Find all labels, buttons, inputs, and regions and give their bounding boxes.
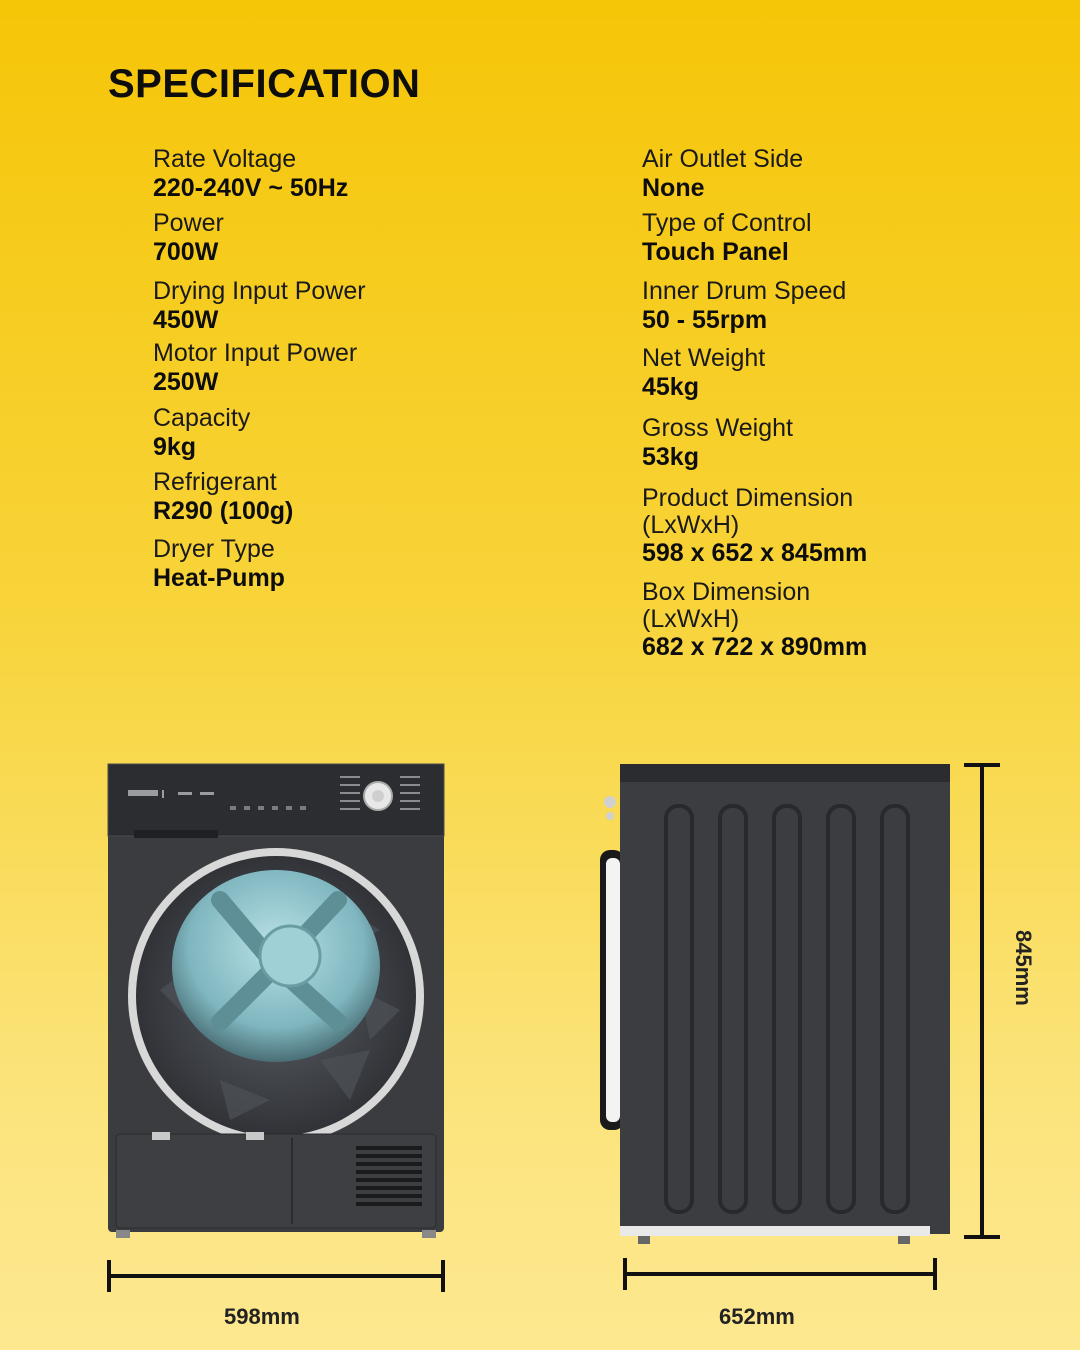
spec-label: Drying Input Power (153, 277, 366, 305)
depth-dimension-label: 652mm (719, 1304, 795, 1329)
spec-value: 9kg (153, 433, 197, 461)
spec-inner-drum-speed (642, 277, 1062, 335)
width-dimension-line (106, 1258, 446, 1294)
spec-label: Dryer Type (153, 535, 275, 563)
dryer-front-illustration (100, 760, 452, 1245)
spec-sublabel: (LxWxH) (642, 511, 740, 539)
spec-label: Net Weight (642, 344, 766, 372)
spec-rate-voltage (153, 145, 573, 203)
spec-label: Product Dimension (642, 484, 854, 512)
spec-capacity (153, 404, 573, 462)
spec-value: R290 (100g) (153, 497, 294, 525)
depth-dimension-line (622, 1256, 938, 1292)
spec-label: Power (153, 209, 224, 237)
spec-refrigerant (153, 468, 573, 526)
spec-label: Rate Voltage (153, 145, 297, 173)
width-dimension-label: 598mm (224, 1304, 300, 1329)
spec-drying-input-power (153, 277, 573, 335)
spec-label: Refrigerant (153, 468, 277, 496)
spec-value: 53kg (642, 443, 699, 471)
spec-value: 450W (153, 306, 219, 334)
spec-air-outlet-side (642, 145, 1062, 203)
spec-motor-input-power (153, 339, 573, 397)
spec-label: Air Outlet Side (642, 145, 804, 173)
spec-sublabel: (LxWxH) (642, 605, 740, 633)
spec-gross-weight (642, 414, 1062, 472)
spec-value: 682 x 722 x 890mm (642, 633, 868, 661)
spec-box-dimension (642, 578, 1062, 662)
spec-label: Capacity (153, 404, 251, 432)
spec-net-weight (642, 344, 1062, 402)
height-dimension-label: 845mm (1011, 930, 1036, 1006)
spec-value: 598 x 652 x 845mm (642, 539, 868, 567)
spec-power (153, 209, 573, 267)
spec-value: 700W (153, 238, 219, 266)
spec-value: Touch Panel (642, 238, 789, 266)
dryer-side-illustration (598, 760, 958, 1250)
spec-label: Inner Drum Speed (642, 277, 847, 305)
page-title: SPECIFICATION (108, 62, 421, 106)
spec-value: 250W (153, 368, 219, 396)
spec-value: 50 - 55rpm (642, 306, 768, 334)
height-dimension-line (960, 762, 1004, 1240)
spec-label: Box Dimension (642, 578, 811, 606)
spec-type-of-control (642, 209, 1062, 267)
spec-label: Type of Control (642, 209, 812, 237)
spec-value: 45kg (642, 373, 699, 401)
spec-dryer-type (153, 535, 573, 593)
spec-value: Heat-Pump (153, 564, 285, 592)
spec-value: None (642, 174, 705, 202)
spec-value: 220-240V ~ 50Hz (153, 174, 349, 202)
spec-label: Gross Weight (642, 414, 793, 442)
spec-label: Motor Input Power (153, 339, 358, 367)
spec-product-dimension (642, 484, 1062, 568)
